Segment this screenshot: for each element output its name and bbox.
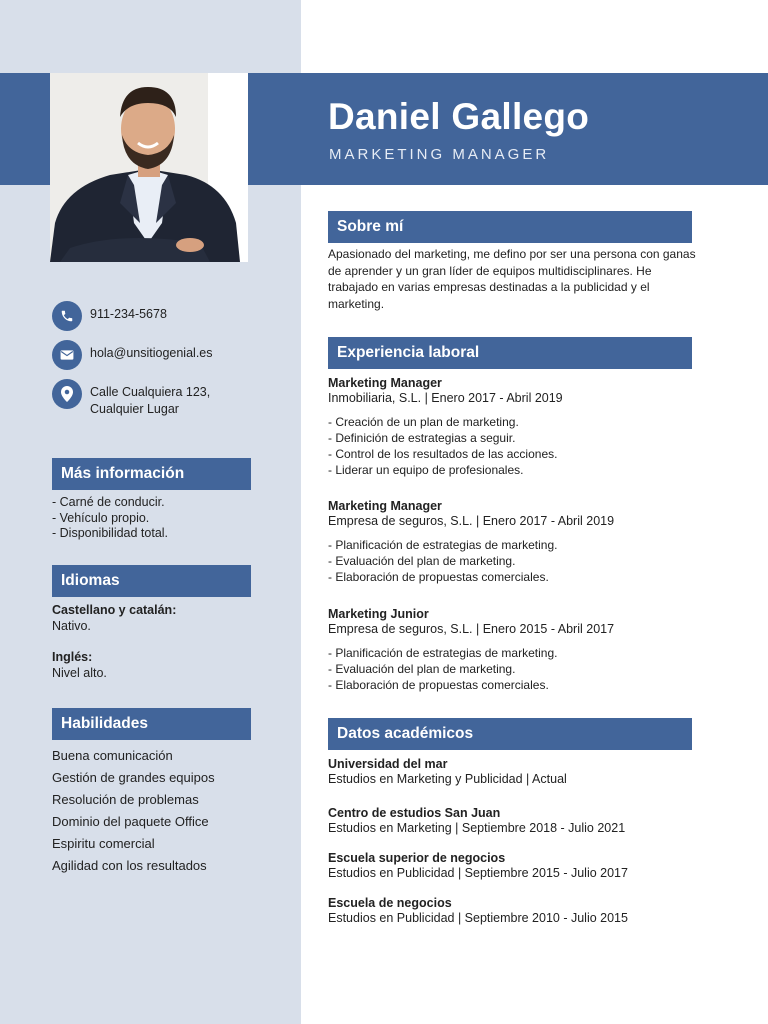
about-heading: Sobre mí — [328, 211, 692, 243]
skills-list — [52, 745, 215, 877]
study-detail: Estudios en Publicidad | Septiembre 2010 - Julio 2015 — [328, 911, 628, 925]
address-line-1: Calle Cualquiera 123, — [90, 385, 211, 399]
more-info-item: - Vehículo propio. — [52, 510, 150, 525]
job-task: - Planificación de estrategias de marketing. — [328, 646, 558, 660]
job-task-list — [328, 645, 708, 693]
address-line-2: Cualquier Lugar — [90, 402, 179, 416]
job-company: Empresa de seguros, S.L. | Enero 2015 - Abril 2017 — [328, 622, 615, 636]
job-task: - Evaluación del plan de marketing. — [328, 662, 516, 676]
job-entry — [328, 499, 708, 585]
language-name: Castellano y catalán: — [52, 603, 177, 617]
more-info-item: - Carné de conducir. — [52, 495, 165, 509]
school-name: Escuela superior de negocios — [328, 851, 506, 865]
location-icon — [52, 379, 82, 409]
education-entry — [328, 757, 708, 787]
job-task: - Liderar un equipo de profesionales. — [328, 463, 524, 477]
address — [90, 379, 210, 418]
skill-item: Resolución de problemas — [52, 792, 199, 807]
job-task: - Elaboración de propuestas comerciales. — [328, 570, 549, 584]
language-entry — [52, 603, 176, 634]
job-position: Marketing Manager — [328, 376, 442, 390]
skill-item: Agilidad con los resultados — [52, 858, 207, 873]
skill-item: Dominio del paquete Office — [52, 814, 209, 829]
job-task-list — [328, 414, 708, 478]
school-name: Universidad del mar — [328, 757, 448, 771]
job-company: Empresa de seguros, S.L. | Enero 2017 - Abril 2019 — [328, 514, 615, 528]
skill-item: Espiritu comercial — [52, 836, 155, 851]
job-task: - Elaboración de propuestas comerciales. — [328, 678, 549, 692]
profile-photo — [50, 73, 248, 262]
education-entry — [328, 851, 708, 881]
job-task: - Definición de estrategias a seguir. — [328, 431, 516, 445]
language-level: Nivel alto. — [52, 665, 107, 680]
more-info-list — [52, 495, 168, 542]
job-task: - Creación de un plan de marketing. — [328, 415, 519, 429]
study-detail: Estudios en Marketing y Publicidad | Actual — [328, 772, 567, 786]
more-info-heading: Más información — [52, 458, 251, 490]
job-company: Inmobiliaria, S.L. | Enero 2017 - Abril 2019 — [328, 391, 563, 405]
candidate-name: Daniel Gallego — [328, 96, 590, 137]
contact-phone — [52, 301, 167, 331]
language-name: Inglés: — [52, 650, 93, 664]
portrait-illustration — [50, 73, 248, 262]
skills-heading: Habilidades — [52, 708, 251, 740]
skill-item: Gestión de grandes equipos — [52, 770, 215, 785]
study-detail: Estudios en Publicidad | Septiembre 2015 - Julio 2017 — [328, 866, 628, 880]
experience-heading: Experiencia laboral — [328, 337, 692, 369]
job-position: Marketing Manager — [328, 499, 442, 513]
more-info-item: - Disponibilidad total. — [52, 526, 169, 540]
job-task: - Planificación de estrategias de marketing. — [328, 538, 558, 552]
mail-icon — [52, 340, 82, 370]
job-task: - Control de los resultados de las acciones. — [328, 447, 558, 461]
job-position: Marketing Junior — [328, 607, 429, 621]
education-heading: Datos académicos — [328, 718, 692, 750]
study-detail: Estudios en Marketing | Septiembre 2018 - Julio 2021 — [328, 821, 626, 835]
job-task: - Evaluación del plan de marketing. — [328, 554, 516, 568]
education-entry — [328, 896, 708, 926]
education-entry — [328, 806, 708, 836]
school-name: Escuela de negocios — [328, 896, 452, 910]
job-task-list — [328, 537, 708, 585]
school-name: Centro de estudios San Juan — [328, 806, 501, 820]
job-entry — [328, 607, 708, 693]
languages-heading: Idiomas — [52, 565, 251, 597]
email-address: hola@unsitiogenial.es — [90, 346, 213, 360]
contact-address — [52, 379, 210, 418]
phone-icon — [52, 301, 82, 331]
about-text: Apasionado del marketing, me defino por ser una persona con ganas de aprender y un gran líder de equipos multidisciplinares. He trabajado en varias empresas destinadas a la publicidad y el marketing. — [328, 247, 696, 311]
language-level: Nativo. — [52, 618, 91, 633]
contact-email — [52, 340, 213, 370]
job-title: MARKETING MANAGER — [329, 146, 550, 163]
language-entry — [52, 650, 107, 681]
job-entry — [328, 376, 708, 478]
phone-number: 911-234-5678 — [90, 307, 167, 321]
skill-item: Buena comunicación — [52, 748, 173, 763]
